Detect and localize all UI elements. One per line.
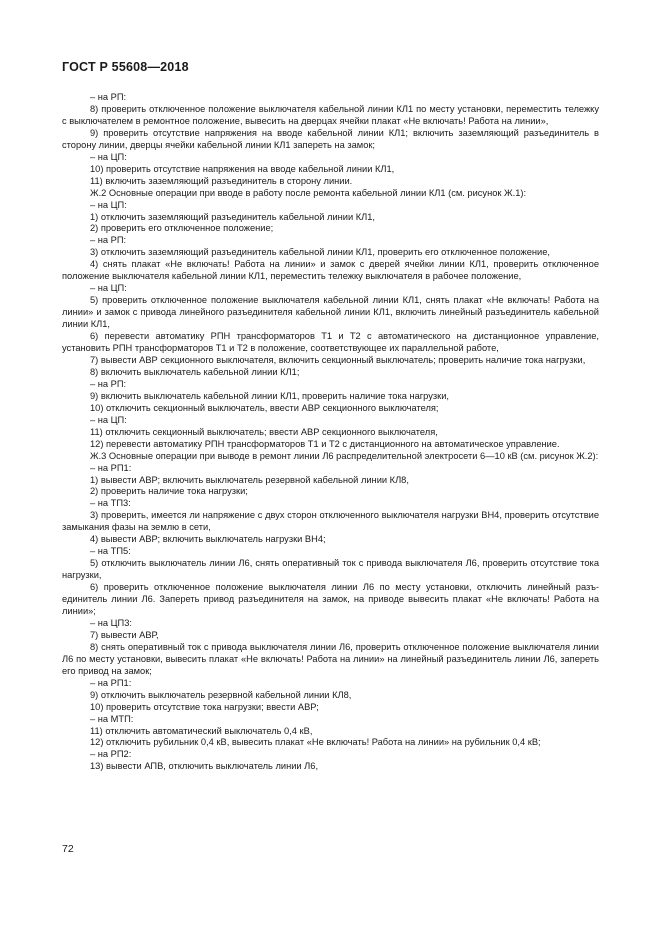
paragraph: 1) отключить заземляющий разъединитель кабельной линии КЛ1, <box>90 211 376 222</box>
paragraph: – на РП1: <box>90 462 132 473</box>
paragraph: 10) проверить отсутствие тока нагрузки; ввести АВР; <box>90 701 319 712</box>
paragraph: – на ТП3: <box>90 498 131 509</box>
paragraph: 3) отключить заземляющий разъединитель кабельной линии КЛ1, проверить его отключенное положение, <box>90 247 550 258</box>
paragraph: 11) отключить автоматический выключатель 0,4 кВ, <box>90 725 313 736</box>
paragraph: 5) отключить выключатель линии Л6, снять оперативный ток с привода выключателя Л6, проверить отсутствие тока нагрузки, <box>62 558 599 581</box>
paragraph: Ж.3 Основные операции при выводе в ремонт линии Л6 распределительной электросети 6—10 кВ (см. рисунок Ж.2): <box>90 450 599 461</box>
paragraph: 6) перевести автоматику РПН трансформаторов Т1 и Т2 с автоматического на дистанционное управление, установить РПН трансформаторов Т1 и Т2 в положение, соответствующее их параллельной работе, <box>62 331 599 354</box>
paragraph: – на ЦП: <box>90 199 127 210</box>
paragraph: 4) вывести АВР; включить выключатель нагрузки ВН4; <box>90 534 326 545</box>
paragraph: – на ЦП3: <box>90 617 132 628</box>
paragraph: – на ЦП: <box>90 414 127 425</box>
paragraph: 9) отключить выключатель резервной кабельной линии КЛ8, <box>90 689 352 700</box>
paragraph: – на МТП: <box>90 713 134 724</box>
paragraph: 4) снять плакат «Не включать! Работа на линии» и замок с дверей ячейки линии КЛ1, проверить отключенное положение выключателя кабельной линии КЛ1, переместить тележку выключателя в рабочее положение, <box>62 259 599 282</box>
paragraph: 7) вывести АВР, <box>90 629 159 640</box>
paragraph: 9) проверить отсутствие напряжения на вводе кабельной линии КЛ1; включить заземляющий разъединитель в сторону линии, дверцы ячейки кабельной линии КЛ1 запереть на замок; <box>62 127 599 150</box>
page-number: 72 <box>62 843 74 855</box>
paragraph: 9) включить выключатель кабельной линии КЛ1, проверить наличие тока нагрузки, <box>90 390 449 401</box>
paragraph: 8) проверить отключенное положение выключателя кабельной линии КЛ1 по месту установки, переместить тележку с выключателем в ремонтное положение, вывесить на дверцах ячейки плакат «Не включать! Работа на линии», <box>62 103 599 126</box>
standard-header: ГОСТ Р 55608—2018 <box>62 60 189 74</box>
paragraph: 5) проверить отключенное положение выключателя кабельной линии КЛ1, снять плакат «Не включать! Работа на линии» и замок с привода линейного разъединителя кабельной линии КЛ1, включить линейный разъединитель кабельной линии КЛ1, <box>62 295 599 330</box>
paragraph: 7) вывести АВР секционного выключателя, включить секционный выключатель; проверить наличие тока нагрузки, <box>90 354 586 365</box>
paragraph: 11) включить заземляющий разъединитель в сторону линии. <box>90 175 353 186</box>
paragraph: – на РП: <box>90 378 127 389</box>
paragraph: 10) проверить отсутствие напряжения на вводе кабельной линии КЛ1, <box>90 163 395 174</box>
paragraph: 2) проверить его отключенное положение; <box>90 223 274 234</box>
paragraph: – на ЦП: <box>90 151 127 162</box>
paragraph: 3) проверить, имеется ли напряжение с двух сторон отключенного выключателя нагрузки ВН4, проверить отсутствие замыкания фазы на землю в сети, <box>62 510 599 533</box>
paragraph: – на РП: <box>90 92 127 102</box>
paragraph: – на РП: <box>90 235 127 246</box>
paragraph: – на РП1: <box>90 677 132 688</box>
paragraph: 13) вывести АПВ, отключить выключатель линии Л6, <box>90 761 319 772</box>
paragraph: 6) проверить отключенное положение выключателя линии Л6 по месту установки, отключить линейный разъединитель линии Л6. Запереть привод разъединителя на замок, на приводе вывесить плакат «Не включать! Работа на линии»; <box>62 582 599 616</box>
paragraph: 11) отключить секционный выключатель; ввести АВР секционного выключателя, <box>90 426 438 437</box>
paragraph: 8) включить выключатель кабельной линии КЛ1; <box>90 366 300 377</box>
paragraph: 12) перевести автоматику РПН трансформаторов Т1 и Т2 с дистанционного на автоматическое управление. <box>90 438 560 449</box>
paragraph: 8) снять оперативный ток с привода выключателя линии Л6, проверить отключенное положение выключателя линии Л6 по месту установки, вывесить плакат «Не включать! Работа на линии» на линейный разъединитель линии Л6, запереть его привод на замок; <box>62 641 599 676</box>
paragraph: – на РП2: <box>90 749 132 760</box>
paragraph: 10) отключить секционный выключатель, ввести АВР секционного выключателя; <box>90 402 439 413</box>
paragraph: Ж.2 Основные операции при вводе в работу после ремонта кабельной линии КЛ1 (см. рисунок Ж.1): <box>90 187 527 198</box>
paragraph: – на ТП5: <box>90 546 131 557</box>
paragraph: – на ЦП: <box>90 283 127 294</box>
paragraph: 2) проверить наличие тока нагрузки; <box>90 486 248 497</box>
document-body <box>62 92 599 773</box>
paragraph: 1) вывести АВР; включить выключатель резервной кабельной линии КЛ8, <box>90 474 409 485</box>
paragraph: 12) отключить рубильник 0,4 кВ, вывесить плакат «Не включать! Работа на линии» на рубильник 0,4 кВ; <box>90 737 541 748</box>
